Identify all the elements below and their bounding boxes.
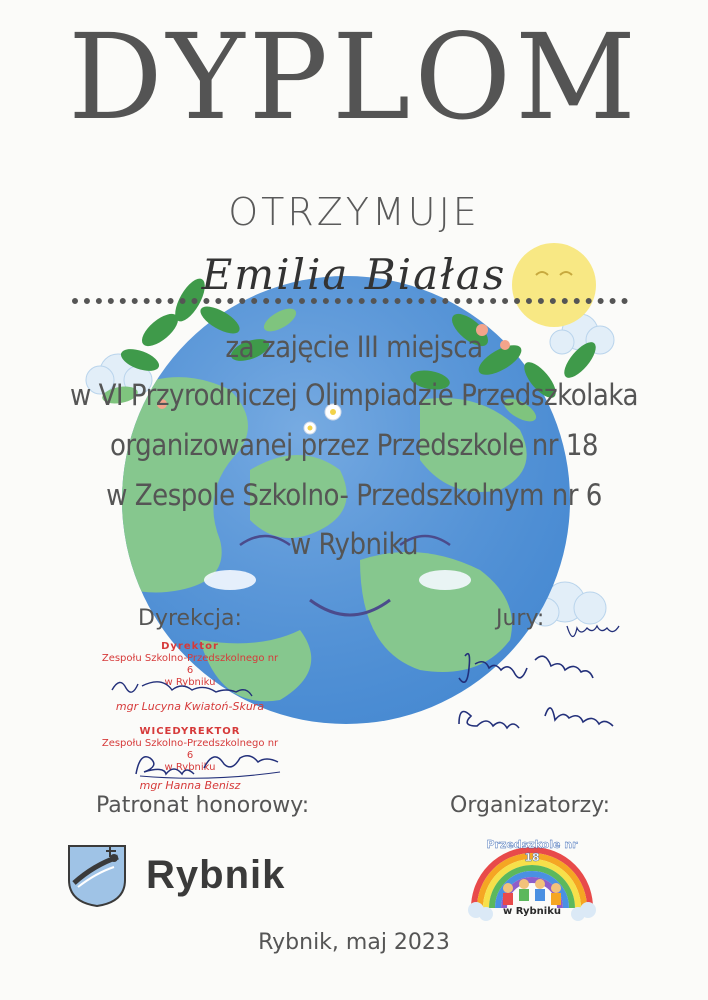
direction-label: Dyrekcja: xyxy=(138,606,242,631)
director-institution: Zespołu Szkolno-Przedszkolnego nr 6 xyxy=(101,653,279,676)
organizer-logo-bottom-text: w Rybniku xyxy=(503,906,561,917)
recipient-name: Emilia Białas xyxy=(201,250,507,299)
award-line-school: w Zespole Szkolno- Przedszkolnym nr 6 xyxy=(106,478,602,512)
jury-label: Jury: xyxy=(496,606,545,631)
award-line-competition: w VI Przyrodniczej Olimpiadzie Przedszkolaka xyxy=(69,378,639,412)
diploma-title: DYPLOM xyxy=(68,8,640,146)
director-signature xyxy=(108,672,268,698)
director-name: mgr Lucyna Kwiatoń-Skura xyxy=(115,700,265,713)
vice-director-name: mgr Hanna Benisz xyxy=(139,779,241,792)
place-and-date: Rybnik, maj 2023 xyxy=(258,930,450,955)
organizers-label: Organizatorzy: xyxy=(450,793,611,818)
award-line-place: za zajęcie III miejsca xyxy=(225,330,483,364)
vice-director-city: w Rybniku xyxy=(164,762,216,773)
name-dotted-line xyxy=(72,292,628,304)
award-line-organizer: organizowanej przez Przedszkole nr 18 xyxy=(109,428,599,462)
organizer-logo-arc-text: Przedszkole nr 18 xyxy=(486,838,578,864)
patronage-label: Patronat honorowy: xyxy=(96,793,310,818)
patron-city-name: Rybnik xyxy=(146,853,286,897)
jury-signatures xyxy=(455,620,635,750)
vice-director-role: WICEDYREKTOR xyxy=(139,726,241,737)
receives-label: OTRZYMUJE xyxy=(228,190,480,234)
city-coat-of-arms-icon xyxy=(66,843,128,909)
vice-director-signature xyxy=(130,748,290,782)
director-role: Dyrektor xyxy=(161,641,219,652)
vice-director-institution: Zespołu Szkolno-Przedszkolnego nr 6 xyxy=(101,738,279,761)
award-line-city: w Rybniku xyxy=(289,527,419,561)
director-city: w Rybniku xyxy=(164,677,216,688)
